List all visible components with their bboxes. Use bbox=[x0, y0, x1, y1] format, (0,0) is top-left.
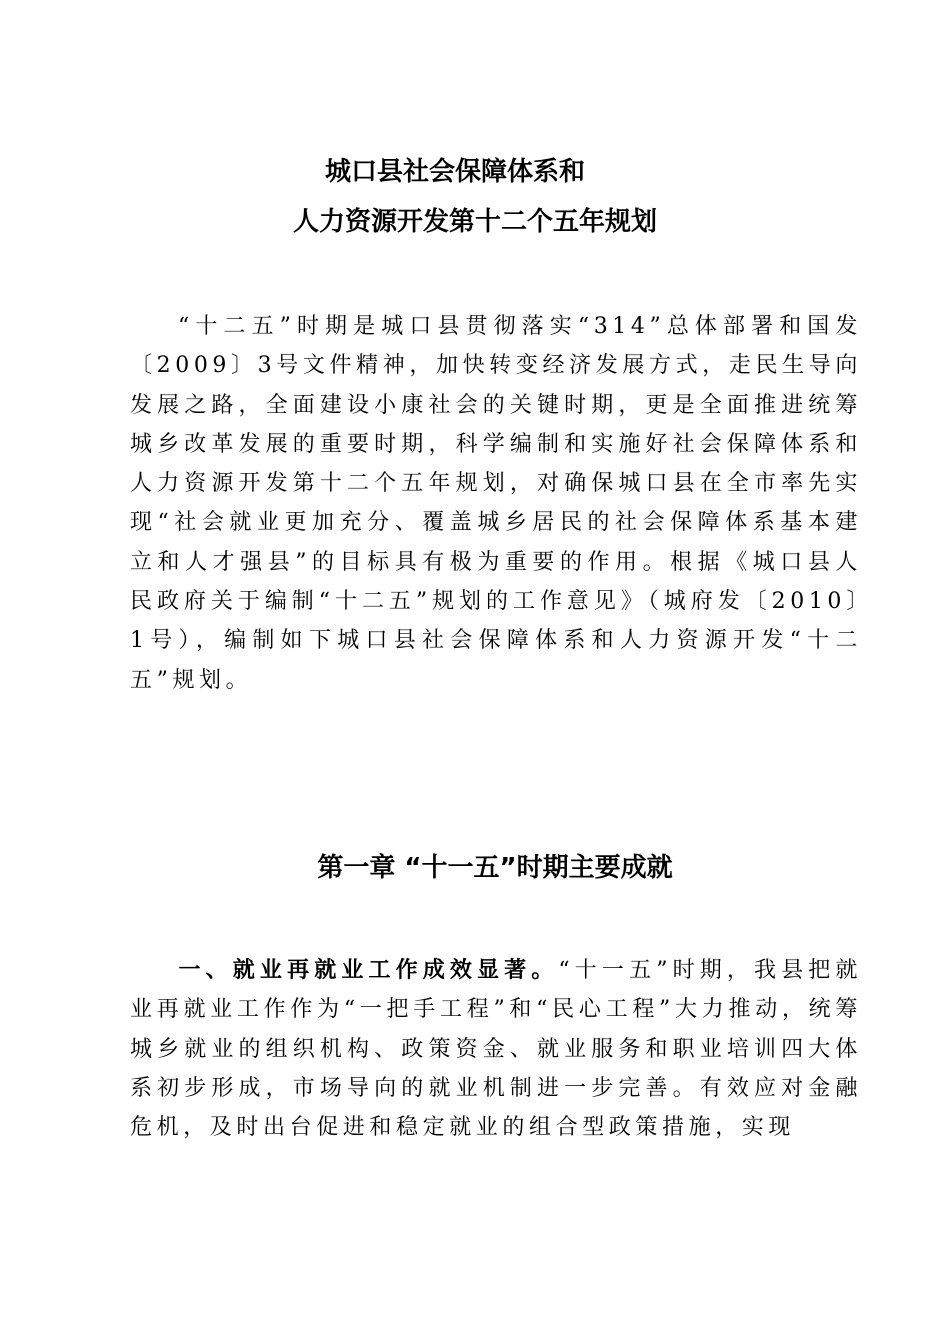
document-title-line-2: 人力资源开发第十二个五年规划 bbox=[292, 207, 657, 237]
section-1-lead: 一、就业再就业工作成效显著。 bbox=[178, 958, 559, 983]
section-1-paragraph bbox=[130, 951, 862, 1147]
intro-paragraph bbox=[130, 307, 862, 700]
intro-paragraph-text: “十二五”时期是城口县贯彻落实“314”总体部署和国发〔2009〕3号文件精神，加快转变经济发展方式，走民生导向发展之路，全面建设小康社会的关键时期，更是全面推进统筹城乡改革发展的重要时期，科学编制和实施好社会保障体系和人力资源开发第十二个五年规划，对确保城口县在全市率先实现“社会就业更加充分、覆盖城乡居民的社会保障体系基本建立和人才强县”的目标具有极为重要的作用。根据《城口县人民政府关于编制“十二五”规划的工作意见》（城府发〔2010〕1号），编制如下城口县社会保障体系和人力资源开发“十二五”规划。 bbox=[130, 314, 862, 693]
chapter-1-heading: 第一章 “十一五”时期主要成就 bbox=[317, 853, 673, 883]
document-title-line-1: 城口县社会保障体系和 bbox=[324, 157, 585, 187]
section-1-text: “十一五”时期，我县把就业再就业工作作为“一把手工程”和“民心工程”大力推动，统筹城乡就业的组织机构、政策资金、就业服务和职业培训四大体系初步形成，市场导向的就业机制进一步完善。有效应对金融危机，及时出台促进和稳定就业的组合型政策措施，实现 bbox=[130, 958, 862, 1141]
